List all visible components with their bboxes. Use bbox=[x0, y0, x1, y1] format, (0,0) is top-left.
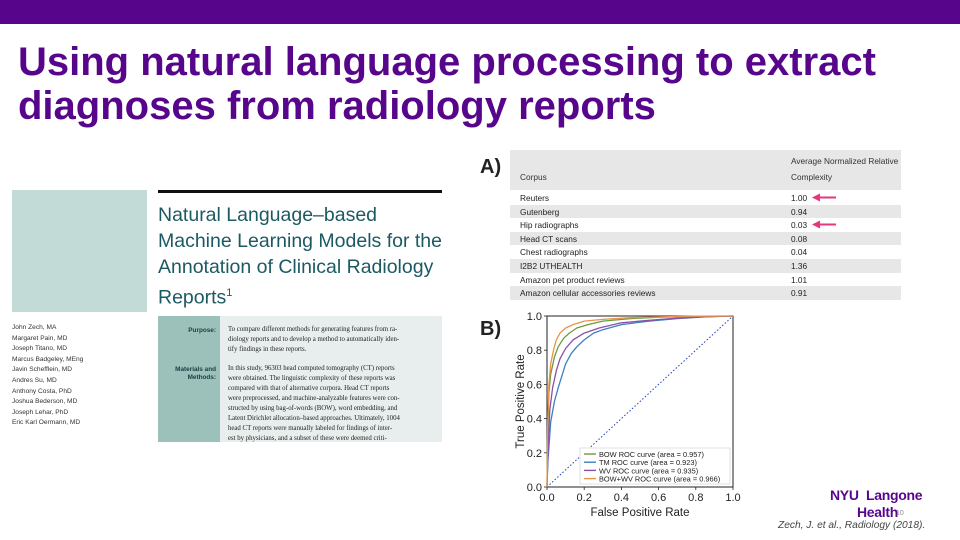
purpose-text bbox=[228, 325, 436, 355]
x-tick-label: 0.2 bbox=[576, 492, 592, 504]
author: Joseph Titano, MD bbox=[12, 345, 67, 353]
cell-complexity: 0.94 bbox=[791, 206, 808, 217]
x-tick-label: 0.4 bbox=[613, 492, 630, 504]
methods-line: structed by using bag-of-words (BOW), word embedding, and bbox=[228, 405, 398, 412]
highlight-arrow-icon bbox=[812, 193, 836, 202]
table-row bbox=[510, 245, 901, 259]
cell-corpus: Hip radiographs bbox=[520, 220, 579, 231]
author: Eric Karl Oermann, MD bbox=[12, 419, 81, 427]
cell-complexity: 0.08 bbox=[791, 233, 808, 244]
table-header bbox=[510, 150, 901, 190]
methods-line: compared with that of alternative corpora. Head CT reports bbox=[228, 385, 390, 392]
purpose-line: To compare different methods for generating features from ra- bbox=[228, 326, 398, 333]
legend-entry: WV ROC curve (area = 0.935) bbox=[599, 466, 699, 476]
y-tick-label: 0.6 bbox=[526, 379, 542, 392]
complexity-table bbox=[510, 150, 901, 301]
cell-complexity: 0.03 bbox=[791, 220, 808, 231]
article-title bbox=[158, 202, 448, 311]
article-color-band bbox=[12, 190, 147, 312]
cell-corpus: Head CT scans bbox=[520, 233, 578, 244]
citation: Zech, J. et al., Radiology (2018). bbox=[778, 520, 926, 531]
top-accent-bar bbox=[0, 0, 960, 24]
cell-corpus: Amazon pet product reviews bbox=[520, 274, 625, 285]
x-axis-label: False Positive Rate bbox=[590, 507, 690, 519]
methods-line: were preprocessed, and machine-analyzable features were con- bbox=[228, 395, 400, 402]
header-complexity-line1: Average Normalized Relative bbox=[791, 156, 899, 166]
y-axis-label: True Positive Rate bbox=[515, 354, 527, 449]
author: Anthony Costa, PhD bbox=[12, 387, 72, 395]
methods-line: head CT reports were manually labeled for findings of inter- bbox=[228, 425, 393, 432]
table-row bbox=[510, 218, 901, 232]
cell-corpus: Amazon cellular accessories reviews bbox=[520, 288, 656, 299]
panel-a-label: A) bbox=[480, 156, 502, 178]
author: Margaret Pain, MD bbox=[12, 334, 68, 342]
cell-complexity: 1.01 bbox=[791, 274, 808, 285]
roc-chart bbox=[510, 303, 750, 525]
cell-complexity: 0.91 bbox=[791, 288, 808, 299]
table-row bbox=[510, 205, 901, 219]
article-title-rule bbox=[158, 190, 442, 193]
panel-b-label: B) bbox=[480, 318, 502, 340]
article-thumbnail bbox=[12, 190, 442, 446]
cell-complexity: 1.00 bbox=[791, 193, 808, 203]
table-row bbox=[510, 286, 901, 300]
article-title-text: Natural Language–based Machine Learning Models for the Annotation of Clinical Radiology Reports bbox=[158, 204, 442, 309]
x-tick-label: 1.0 bbox=[725, 492, 741, 504]
y-tick-label: 0.4 bbox=[526, 413, 542, 426]
table-row bbox=[510, 273, 901, 287]
methods-line: Latent Dirichlet allocation–based approaches. Ultimately, 1004 bbox=[228, 415, 400, 422]
author: John Zech, MA bbox=[12, 324, 57, 331]
x-tick-label: 0.6 bbox=[650, 492, 667, 504]
cell-corpus: Chest radiographs bbox=[520, 247, 588, 258]
author: Andres Su, MD bbox=[12, 376, 57, 384]
author: Javin Schefflein, MD bbox=[12, 366, 72, 374]
cell-complexity: 0.04 bbox=[791, 247, 808, 258]
methods-label bbox=[162, 366, 216, 382]
methods-label-line: Methods: bbox=[187, 374, 216, 381]
cell-corpus: Reuters bbox=[520, 193, 550, 203]
x-tick-label: 0.8 bbox=[688, 492, 704, 504]
purpose-label: Purpose: bbox=[188, 327, 216, 334]
cell-corpus: I2B2 UTHEALTH bbox=[520, 261, 583, 271]
nyu-langone-health-logo bbox=[830, 487, 923, 521]
header-corpus: Corpus bbox=[520, 172, 547, 182]
purpose-line: tify findings in these reports. bbox=[228, 346, 307, 353]
table-row bbox=[510, 232, 901, 246]
author: Marcus Badgeley, MEng bbox=[12, 355, 84, 363]
logo-langone: Langone bbox=[866, 487, 923, 503]
legend-entry: BOW+WV ROC curve (area = 0.966) bbox=[599, 474, 721, 484]
methods-line: est by physicians, and a subset of these were deemed criti- bbox=[228, 435, 387, 442]
logo-health: Health bbox=[857, 504, 898, 520]
methods-text bbox=[228, 364, 436, 444]
methods-line: were obtained. The linguistic complexity of these reports was bbox=[228, 375, 396, 382]
table-row bbox=[510, 191, 901, 205]
highlight-arrow-icon bbox=[812, 220, 836, 229]
y-tick-label: 0.0 bbox=[526, 482, 542, 494]
y-tick-label: 0.8 bbox=[526, 345, 542, 358]
purpose-line: diology reports and to develop a method to automatically iden- bbox=[228, 336, 400, 343]
y-tick-label: 1.0 bbox=[526, 311, 542, 323]
author: Joseph Lehar, PhD bbox=[12, 408, 69, 416]
header-complexity-line2: Complexity bbox=[791, 172, 833, 182]
slide-title: Using natural language processing to extract diagnoses from radiology reports bbox=[18, 40, 876, 128]
methods-label-line: Materials and bbox=[175, 366, 216, 373]
cell-corpus: Gutenberg bbox=[520, 206, 560, 217]
author-list bbox=[12, 323, 147, 429]
slide-number: 10 bbox=[896, 510, 904, 517]
y-tick-label: 0.2 bbox=[526, 447, 542, 460]
legend-entry: BOW ROC curve (area = 0.957) bbox=[599, 450, 704, 459]
table-row bbox=[510, 259, 901, 273]
x-tick-label: 0.0 bbox=[539, 492, 555, 504]
cell-complexity: 1.36 bbox=[791, 261, 808, 271]
article-title-superscript: 1 bbox=[226, 287, 233, 299]
legend-entry: TM ROC curve (area = 0.923) bbox=[599, 458, 697, 468]
methods-line: In this study, 96303 head computed tomography (CT) reports bbox=[228, 365, 395, 372]
logo-nyu: NYU bbox=[830, 487, 859, 503]
author: Joshua Bederson, MD bbox=[12, 398, 78, 406]
